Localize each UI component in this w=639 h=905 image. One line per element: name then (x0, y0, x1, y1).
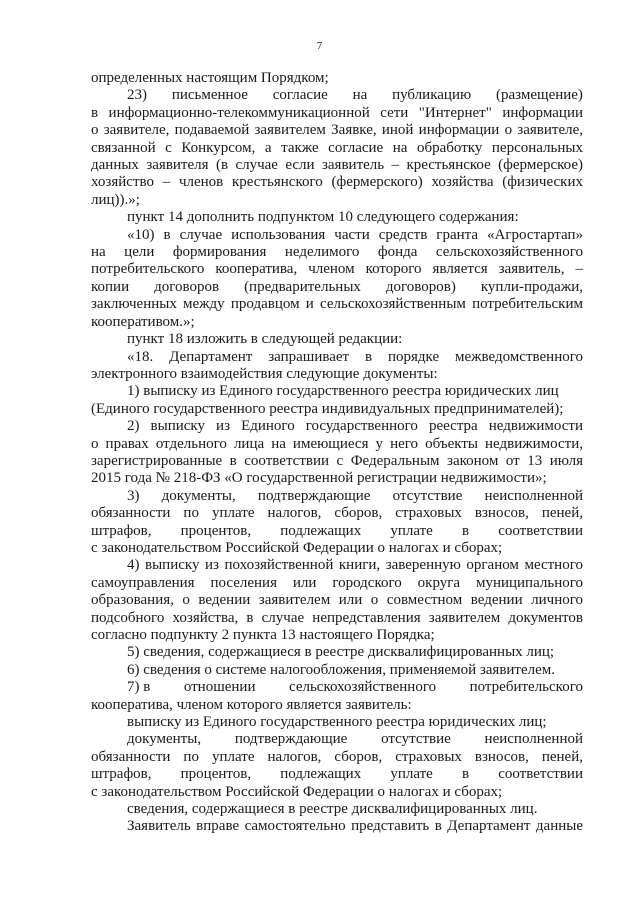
text-line: кооперативом.»; (91, 313, 195, 330)
text-line (91, 679, 583, 696)
word: сельскохозяйственного (288, 679, 437, 696)
word: отсутствие (381, 731, 451, 748)
text-line: данных заявителя (в случае если заявитель – крестьянское (фермерское) (91, 157, 583, 174)
text-line: «10) в случае использования части средств гранта «Агростартап» (127, 226, 583, 243)
text-line: обязанности по уплате налогов, сборов, страховых взносов, пеней, (91, 505, 583, 522)
word: договоров (154, 278, 220, 295)
word: неисполненной (484, 731, 583, 748)
text-line: лиц)).»; (91, 191, 140, 208)
text-line: кооператива, членом которого является заявитель: (91, 696, 412, 713)
text-line: пункт 18 изложить в следующей редакции: (127, 331, 403, 348)
text-line: определенных настоящим Порядком; (91, 70, 329, 86)
word: публикацию (392, 87, 472, 104)
word: отношении (183, 679, 256, 696)
text-line: подсобного хозяйства, в случае непредставления заявителем документов (91, 609, 583, 626)
text-line: сведения, содержащиеся в реестре дисквалифицированных лиц. (127, 801, 538, 818)
word: штрафов, (91, 522, 152, 539)
text-line: заключенных между продавцом и сельскохозяйственным потребительским (91, 296, 583, 313)
word: (предварительных (244, 278, 361, 295)
text-line: с законодательством Российской Федерации о налогах и сборах; (91, 539, 503, 556)
word: в (461, 766, 470, 783)
text-line: зарегистрированные в соответствии с Федеральным законом от 13 июля (91, 452, 583, 469)
word: документы, (127, 731, 202, 748)
text-line: выписку из Единого государственного реестра юридических лиц; (127, 714, 547, 731)
text-line: потребительского кооператива, членом которого является заявитель, – (91, 261, 583, 278)
text-line: самоуправления поселения или городского округа муниципального (91, 574, 583, 591)
text-line: хозяйство – членов крестьянского (фермерского) хозяйства (физических (91, 174, 583, 191)
text-line: с законодательством Российской Федерации о налогах и сборах; (91, 783, 503, 800)
text-line: 2) выписку из Единого государственного реестра недвижимости (127, 418, 583, 435)
text-line: (Единого государственного реестра индивидуальных предпринимателей); (91, 400, 564, 417)
word: процентов, (180, 766, 252, 783)
word: подлежащих (280, 522, 362, 539)
text-line: на цели формирования неделимого фонда сельскохозяйственного (91, 244, 583, 261)
text-line: связанной с Конкурсом, а также согласие на обработку персональных (91, 139, 583, 156)
text-line: 3) документы, подтверждающие отсутствие неисполненной (127, 487, 583, 504)
text-line: «18. Департамент запрашивает в порядке межведомственного (127, 348, 583, 365)
word: 23) (127, 87, 147, 104)
text-line: пункт 14 дополнить подпунктом 10 следующего содержания: (127, 209, 519, 226)
word: штрафов, (91, 766, 152, 783)
word: соответствии (498, 522, 583, 539)
text-line: обязанности по уплате налогов, сборов, страховых взносов, пеней, (91, 748, 583, 765)
word: (размещение) (496, 87, 583, 104)
word: подтверждающие (234, 731, 348, 748)
word: потребительского (469, 679, 583, 696)
text-line: согласно подпункту 2 пункта 13 настоящего Порядка; (91, 627, 435, 643)
word: купли-продажи, (480, 278, 583, 295)
text-line: Заявитель вправе самостоятельно представить в Департамент данные (127, 818, 583, 835)
word: 7) в (127, 679, 151, 696)
text-line (91, 731, 583, 748)
text-line: электронного взаимодействия следующие документы: (91, 365, 438, 382)
word: согласие (272, 87, 328, 104)
page-number: 7 (316, 40, 323, 52)
text-line: о правах отдельного лица на имеющиеся у него объекты недвижимости, (91, 435, 583, 452)
text-line: 2015 года № 218-ФЗ «О государственной регистрации недвижимости»; (91, 470, 547, 487)
text-line (91, 279, 583, 296)
word: уплате (390, 766, 433, 783)
text-line: в информационно-телекоммуникационной сети "Интернет" информации (91, 104, 583, 121)
text-line: о заявителе, подаваемой заявителем Заявке, иной информации о заявителе, (91, 122, 583, 139)
text-line: 1) выписку из Единого государственного реестра юридических лиц (127, 383, 559, 400)
word: процентов, (180, 522, 252, 539)
word: договоров) (385, 278, 456, 295)
text-line (91, 766, 583, 783)
text-line (91, 87, 583, 104)
text-line: 5) сведения, содержащиеся в реестре дисквалифицированных лиц; (127, 644, 555, 661)
word: соответствии (498, 766, 583, 783)
word: копии (91, 278, 130, 295)
word: на (352, 87, 368, 104)
text-line: 6) сведения о системе налогообложения, применяемой заявителем. (127, 661, 556, 678)
word: подлежащих (280, 766, 362, 783)
document-body (91, 70, 583, 836)
text-line: образования, о ведении заявителем или о совместном ведении личного (91, 592, 583, 609)
word: письменное (171, 87, 248, 104)
word: в (461, 522, 470, 539)
text-line (91, 523, 583, 540)
word: уплате (390, 522, 433, 539)
text-line: 4) выписку из похозяйственной книги, заверенную органом местного (127, 557, 583, 574)
